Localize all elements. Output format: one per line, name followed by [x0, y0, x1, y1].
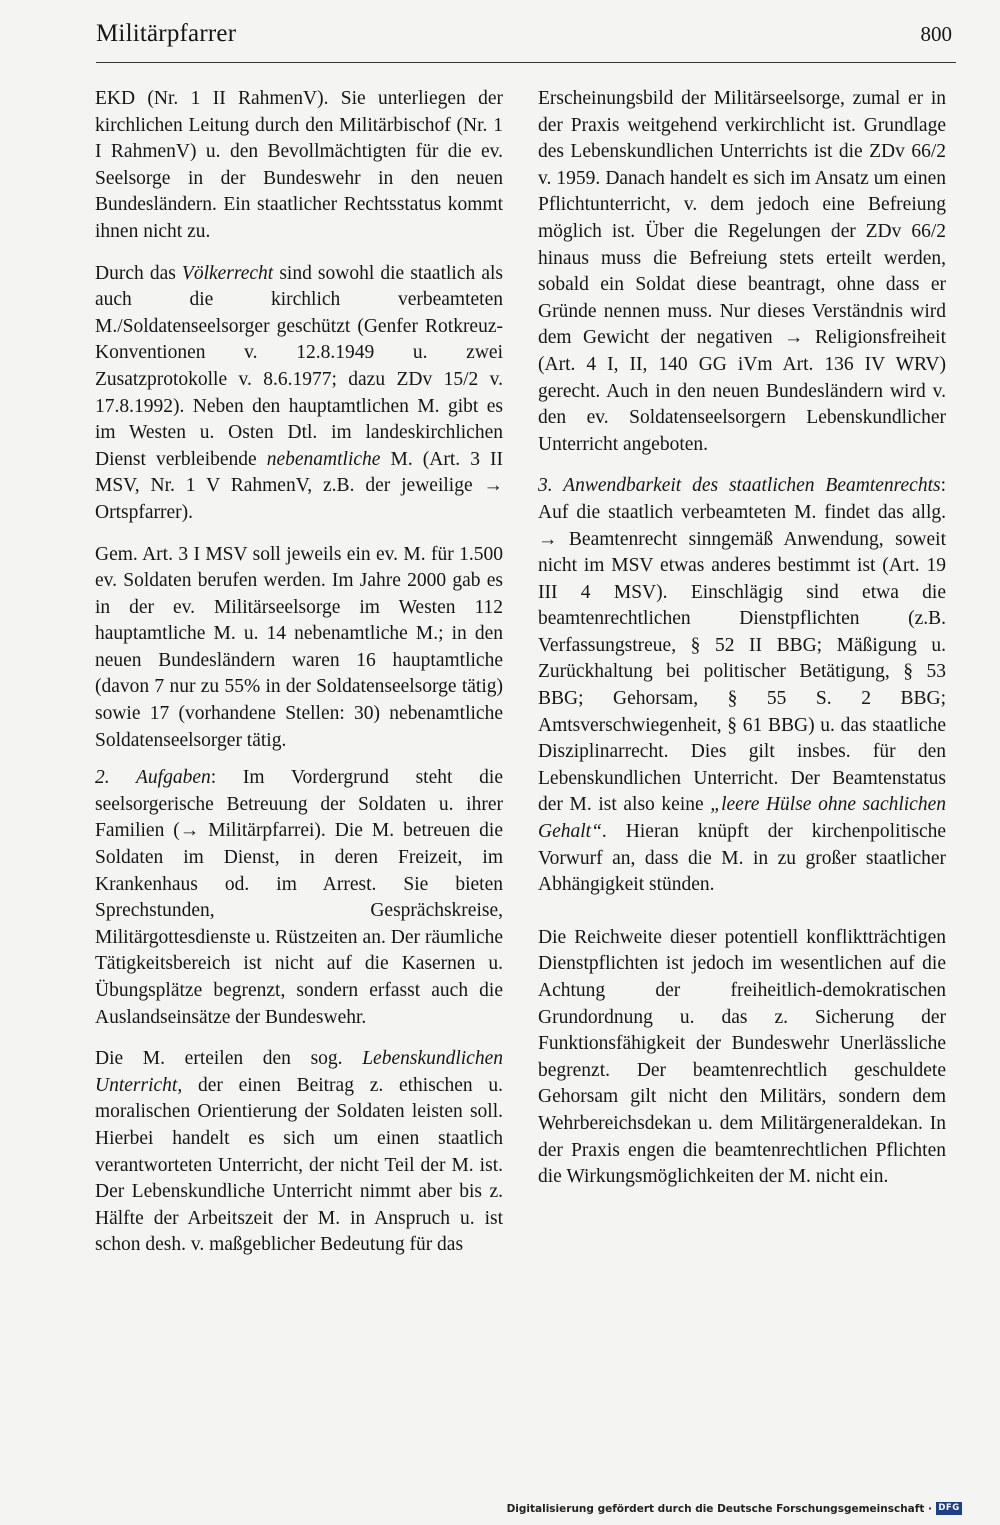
page-header	[96, 18, 956, 63]
paragraph-left-5	[95, 1046, 503, 1259]
left-column	[95, 86, 503, 1270]
text-run: : Auf die staatlich verbeamteten M. findet das allg. → Beamtenrecht sinngemäß Anwendung, soweit nicht im MSV etwas anderes bestimmt ist (Art. 19 III 4 MSV). Einschlägig sind etwa die beamtenrechtlichen Dienstpflichten (z.B. Verfassungstreue, § 52 II BBG; Mäßigung u. Zurückhaltung bei politischer Betätigung, § 53 BBG; Gehorsam, § 55 S. 2 BBG; Amtsverschwiegenheit, § 61 BBG) u. das staatliche Disziplinarrecht. Dies gilt insbes. für den Lebenskundlichen Unterricht. Der Beamtenstatus der M. ist also keine	[538, 475, 946, 816]
footer-credit	[507, 1502, 962, 1515]
text-run: , der einen Beitrag z. ethischen u. moralischen Orientierung der Soldaten leisten soll. Hierbei handelt es sich um einen staatlich verantworteten Unterricht, der nicht Teil der M. ist. Der Lebenskundliche Unterricht nimmt aber bis z. Hälfte der Arbeitszeit der M. in Anspruch u. ist schon desh. v. maßgeblicher Bedeutung für das	[95, 1074, 503, 1256]
paragraph-right-2	[538, 473, 946, 899]
text-run: Durch das	[95, 262, 182, 284]
italic-term-voelkerrecht: Völkerrecht	[181, 262, 274, 284]
text-run: Die M. erteilen den sog.	[95, 1048, 363, 1070]
running-head: Militärpfarrer	[96, 20, 237, 47]
paragraph-left-2	[95, 261, 503, 527]
section-heading-beamtenrecht: 3. Anwendbarkeit des staatlichen Beamtenrechts	[538, 475, 941, 497]
italic-quote-leere-huelse: „leere Hülse ohne sachlichen Gehalt“	[538, 794, 946, 843]
section-heading-aufgaben: 2. Aufgaben	[95, 767, 211, 789]
text-run: . Hieran knüpft der kirchenpolitische Vorwurf an, dass die M. in zu großer staatlicher Abhängigkeit stünden.	[538, 821, 946, 896]
right-column	[538, 86, 946, 1202]
italic-term-nebenamtliche: nebenamtliche	[266, 448, 381, 470]
paragraph-right-1: Erscheinungsbild der Militärseelsorge, zumal er in der Praxis weitgehend verkirchlicht ist. Grundlage des Lebenskundlichen Unterrichts ist die ZDv 66/2 v. 1959. Danach handelt es sich im Ansatz um einen Pflichtunterricht, v. dem jedoch eine Befreiung möglich ist. Über die Regelungen der ZDv 66/2 hinaus muss die Befreiung stets erteilt werden, sobald ein Soldat diese beantragt, ohne dass er Gründe nennen muss. Nur dieses Verständnis wird dem Gewicht der negativen → Religionsfreiheit (Art. 4 I, II, 140 GG iVm Art. 136 IV WRV) gerecht. Auch in den neuen Bundesländern wird v. den ev. Soldatenseelsorgern Lebenskundlicher Unterricht angeboten.	[538, 88, 946, 455]
text-run: : Im Vordergrund steht die seelsorgerische Betreuung der Soldaten u. ihrer Familien (→ Militärpfarrei). Die M. betreuen die Soldaten im Dienst, in deren Freizeit, im Krankenhaus od. im Arrest. Sie bieten Sprechstunden, Gesprächskreise, Militärgottesdienste u. Rüstzeiten an. Der räumliche Tätigkeitsbereich ist nicht auf die Kasernen u. Übungsplätze begrenzt, sondern erfasst auch die Auslandseinsätze der Bundeswehr.	[95, 767, 503, 1028]
paragraph-left-3: Gem. Art. 3 I MSV soll jeweils ein ev. M. für 1.500 ev. Soldaten berufen werden. Im Jahre 2000 gab es in der ev. Militärseelsorge im Westen 112 hauptamtliche M. u. 14 nebenamtliche M.; in den neuen Bundesländern waren 16 hauptamtliche (davon 7 nur zu 55% in der Soldatenseelsorge tätig) sowie 17 (vorhandene Stellen: 30) nebenamtliche Soldatenseelsorger tätig.	[95, 543, 503, 751]
dfg-logo: DFG	[936, 1502, 962, 1515]
text-run: M. (Art. 3 II MSV, Nr. 1 V RahmenV, z.B. der jeweilige → Ortspfarrer).	[95, 448, 503, 523]
paragraph-right-3: Die Reichweite dieser potentiell konfliktträchtigen Dienstpflichten ist jedoch im wesentlichen auf die Achtung der freiheitlich-demokratischen Grundordnung u. das z. Sicherung der Funktionsfähigkeit der Bundeswehr Unerlässliche begrenzt. Der beamtenrechtlich geschuldete Gehorsam gilt nicht den Militärs, sondern dem Wehrbereichsdekan u. dem Militärgeneraldekan. In der Praxis engen die beamtenrechtlichen Pflichten die Wirkungsmöglichkeiten der M. nicht ein.	[538, 926, 946, 1188]
footer-credit-text: Digitalisierung gefördert durch die Deutsche Forschungsgemeinschaft ·	[506, 1502, 932, 1515]
text-run: sind sowohl die staatlich als auch die kirchlich verbeamteten M./Soldatenseelsorger geschützt (Genfer Rotkreuz-Konventionen v. 12.8.1949 u. zwei Zusatzprotokolle v. 8.6.1977; dazu ZDv 15/2 v. 17.8.1992). Neben den hauptamtlichen M. gibt es im Westen u. Osten Dtl. im landeskirchlichen Dienst verbleibende	[95, 262, 503, 470]
paragraph-left-4	[95, 765, 503, 1031]
paragraph-left-1: EKD (Nr. 1 II RahmenV). Sie unterliegen der kirchlichen Leitung durch den Militärbischof (Nr. 1 I RahmenV) u. den Bevollmächtigten für die ev. Seelsorge in der Bundeswehr in den neuen Bundesländern. Ein staatlicher Rechtsstatus kommt ihnen nicht zu.	[95, 88, 503, 242]
italic-term-lebenskundlicher-unterricht: Lebenskundlichen Unterricht	[95, 1048, 503, 1096]
page-number: 800	[920, 22, 952, 46]
